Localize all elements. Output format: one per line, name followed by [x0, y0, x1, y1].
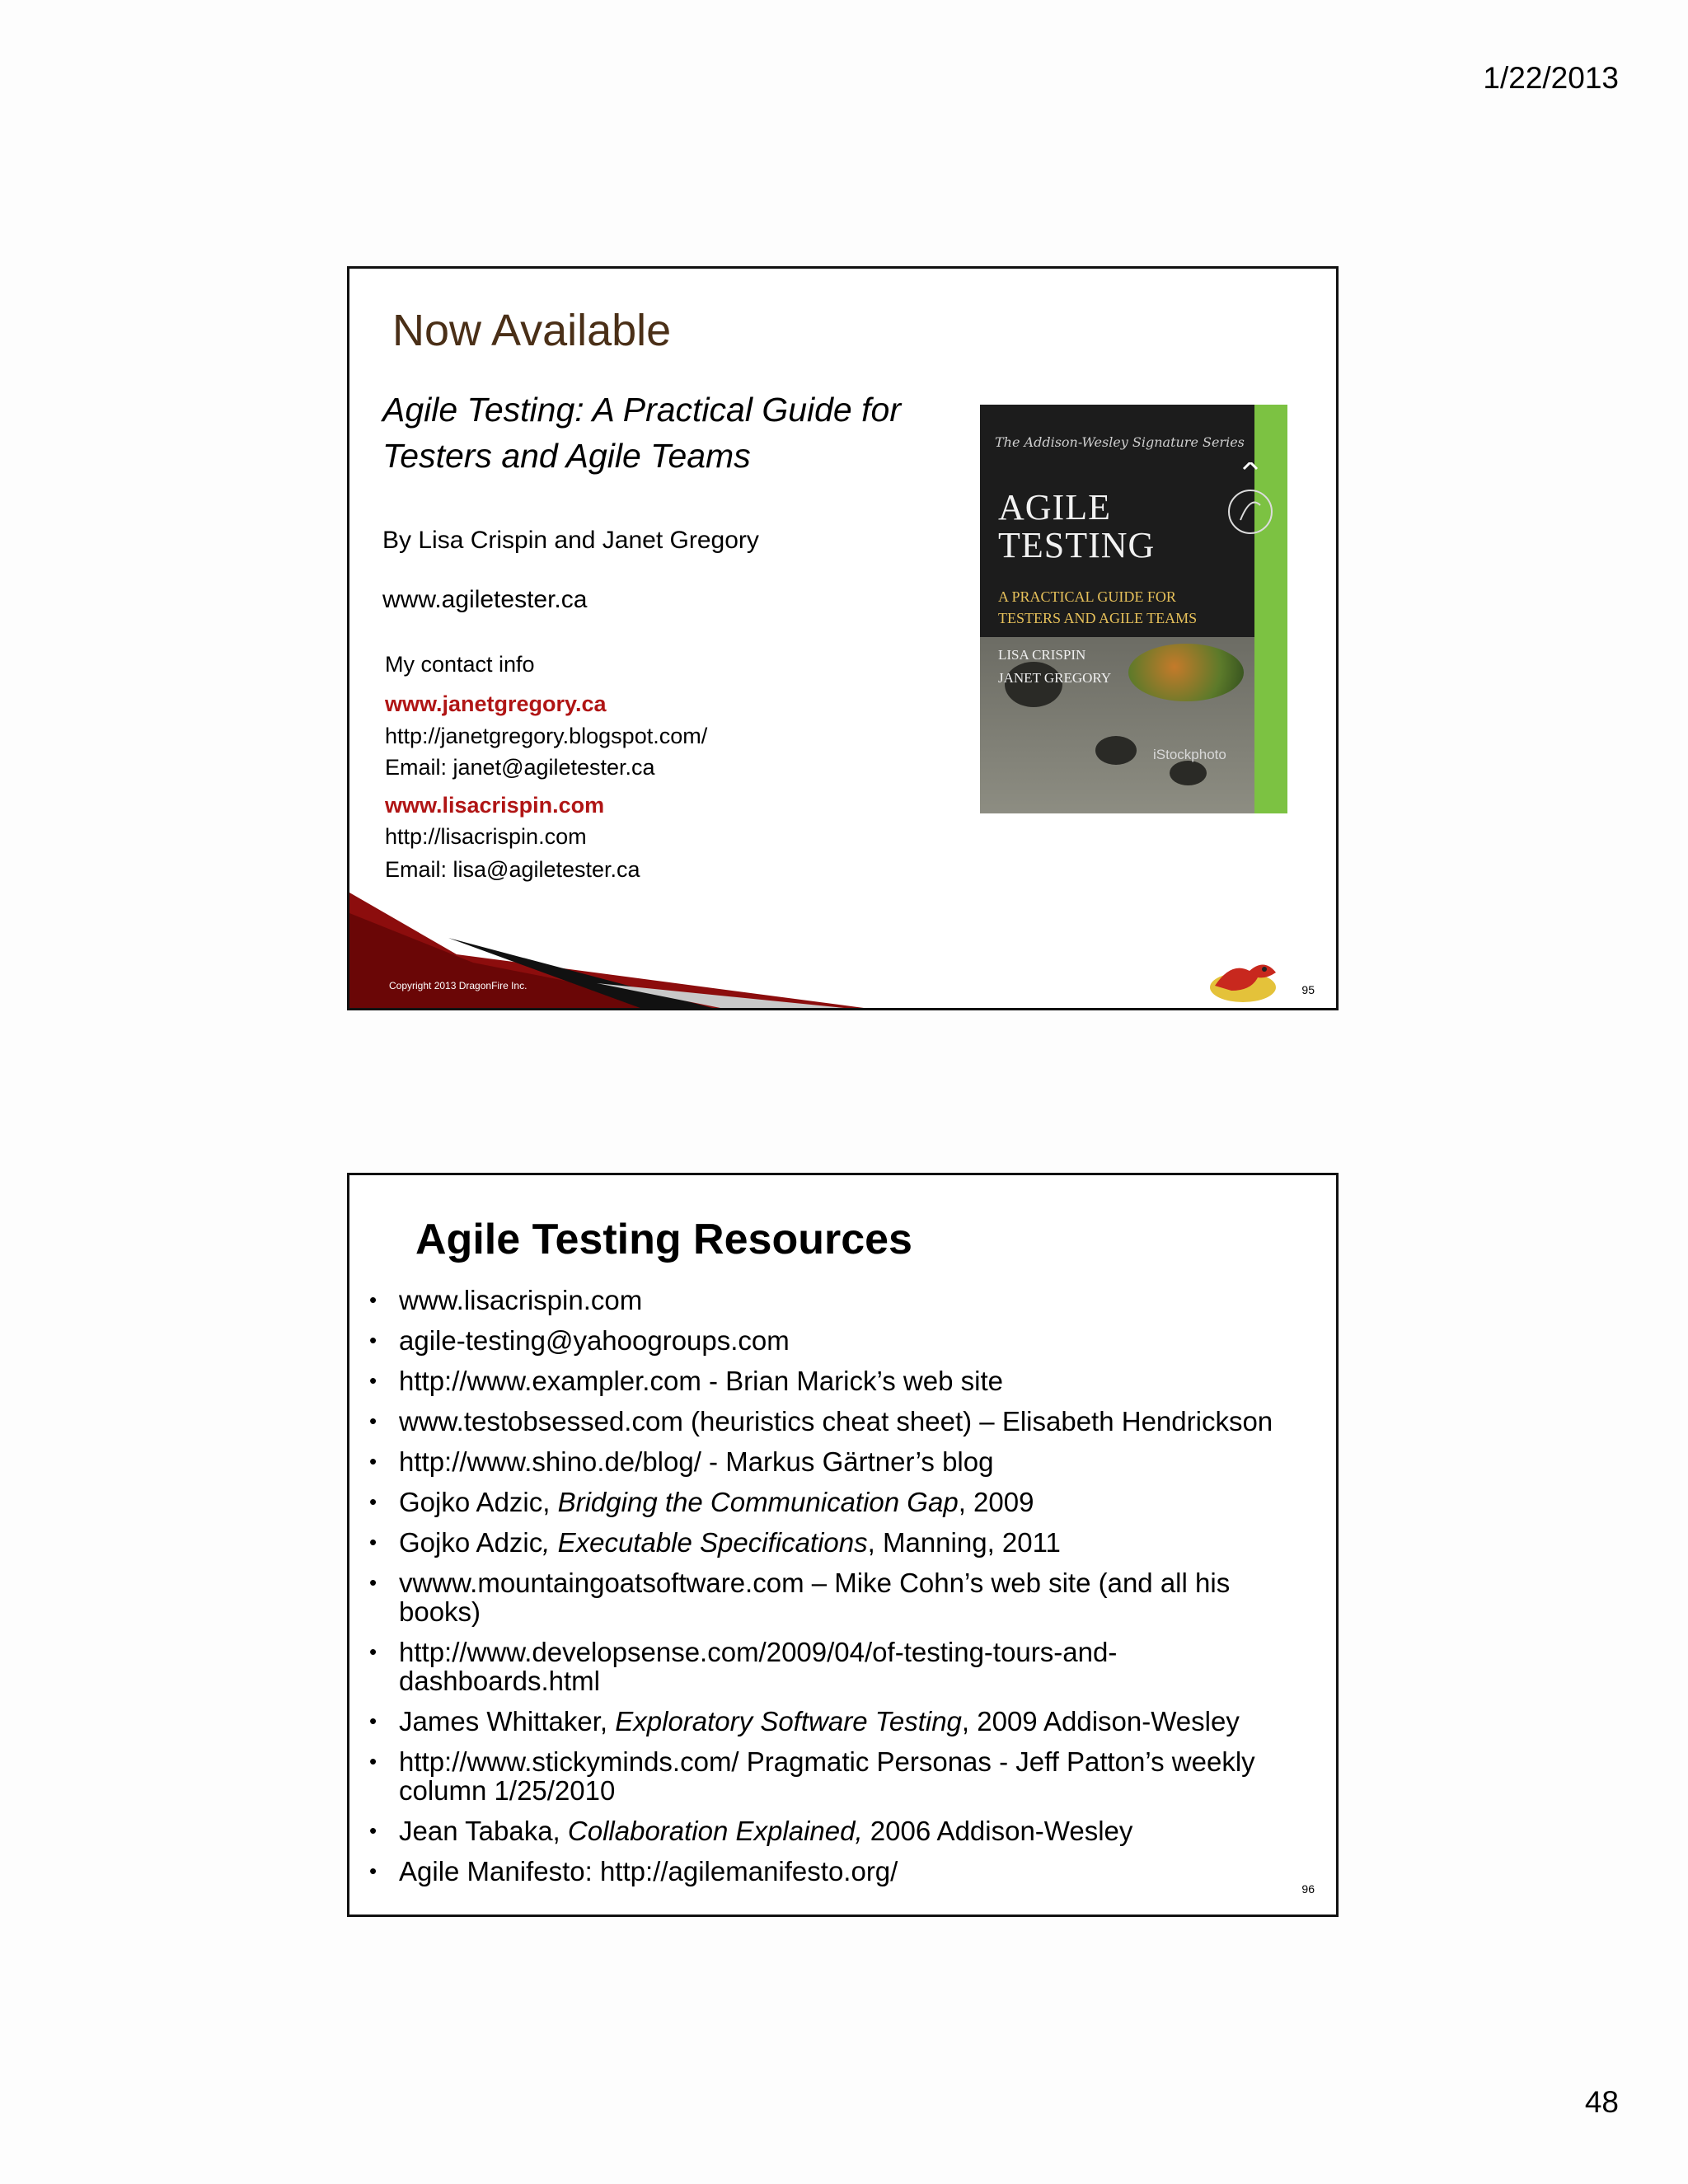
book-cover-authors: LISA CRISPIN JANET GREGORY — [998, 647, 1112, 686]
book-title: AGILE TESTING — [998, 487, 1156, 565]
janet-site-link[interactable]: www.janetgregory.ca — [385, 691, 607, 716]
list-item: • Gojko Adzic, Executable Specifications, Manning, 2011 — [369, 1528, 1309, 1557]
list-item: • www.lisacrispin.com — [369, 1286, 1309, 1315]
book-authors: By Lisa Crispin and Janet Gregory — [382, 527, 759, 554]
list-item: • http://www.stickyminds.com/ Pragmatic Personas - Jeff Patton’s weekly column 1/25/2010 — [369, 1747, 1309, 1805]
list-item: • Jean Tabaka, Collaboration Explained, 2006 Addison-Wesley — [369, 1816, 1309, 1845]
lisa-email[interactable]: Email: lisa@agiletester.ca — [385, 857, 640, 882]
dragon-logo-icon — [1207, 954, 1279, 1007]
slide-title: Now Available — [392, 306, 672, 355]
footer-swoosh — [349, 893, 926, 1010]
lisa-blog-link[interactable]: http://lisacrispin.com — [385, 824, 587, 849]
page-number: 48 — [1584, 2085, 1619, 2119]
page-date: 1/22/2013 — [1483, 61, 1619, 95]
slide-now-available — [347, 266, 1339, 1010]
book-series: The Addison-Wesley Signature Series — [995, 434, 1245, 450]
list-item: • http://www.exampler.com - Brian Marick’s web site — [369, 1366, 1309, 1395]
list-item: • James Whittaker, Exploratory Software Testing, 2009 Addison-Wesley — [369, 1707, 1309, 1736]
book-website[interactable]: www.agiletester.ca — [382, 586, 588, 613]
slide-resources — [347, 1173, 1339, 1917]
tree-image — [1128, 644, 1244, 701]
list-item: • Gojko Adzic, Bridging the Communication Gap, 2009 — [369, 1488, 1309, 1516]
book-subtitle: Agile Testing: A Practical Guide for Testers and Agile Teams — [382, 391, 901, 475]
lisa-site-link[interactable]: www.lisacrispin.com — [385, 793, 605, 818]
book-cover — [980, 405, 1287, 813]
signature-seal-icon — [1226, 462, 1275, 561]
list-item: • http://www.shino.de/blog/ - Markus Gärtner’s blog — [369, 1447, 1309, 1476]
contact-label: My contact info — [385, 652, 535, 677]
stock-credit: iStockphoto — [1153, 747, 1226, 762]
list-item: • Agile Manifesto: http://agilemanifesto.org/ — [369, 1857, 1309, 1886]
slide-number: 96 — [1301, 1882, 1315, 1896]
book-cover-subtitle: A PRACTICAL GUIDE FOR TESTERS AND AGILE TEAMS — [998, 588, 1198, 626]
list-item: • www.testobsessed.com (heuristics cheat sheet) – Elisabeth Hendrickson — [369, 1407, 1309, 1436]
list-item: • http://www.developsense.com/2009/04/of-testing-tours-and-dashboards.html — [369, 1638, 1309, 1695]
list-item: • vwww.mountaingoatsoftware.com – Mike Cohn’s web site (and all his books) — [369, 1568, 1309, 1626]
resource-list — [369, 1286, 1309, 1897]
copyright: Copyright 2013 DragonFire Inc. — [389, 980, 528, 991]
list-item: • agile-testing@yahoogroups.com — [369, 1326, 1309, 1355]
slide-title: Agile Testing Resources — [415, 1216, 912, 1263]
slide-number: 95 — [1301, 983, 1315, 996]
janet-blog-link[interactable]: http://janetgregory.blogspot.com/ — [385, 724, 708, 748]
janet-email[interactable]: Email: janet@agiletester.ca — [385, 755, 655, 780]
